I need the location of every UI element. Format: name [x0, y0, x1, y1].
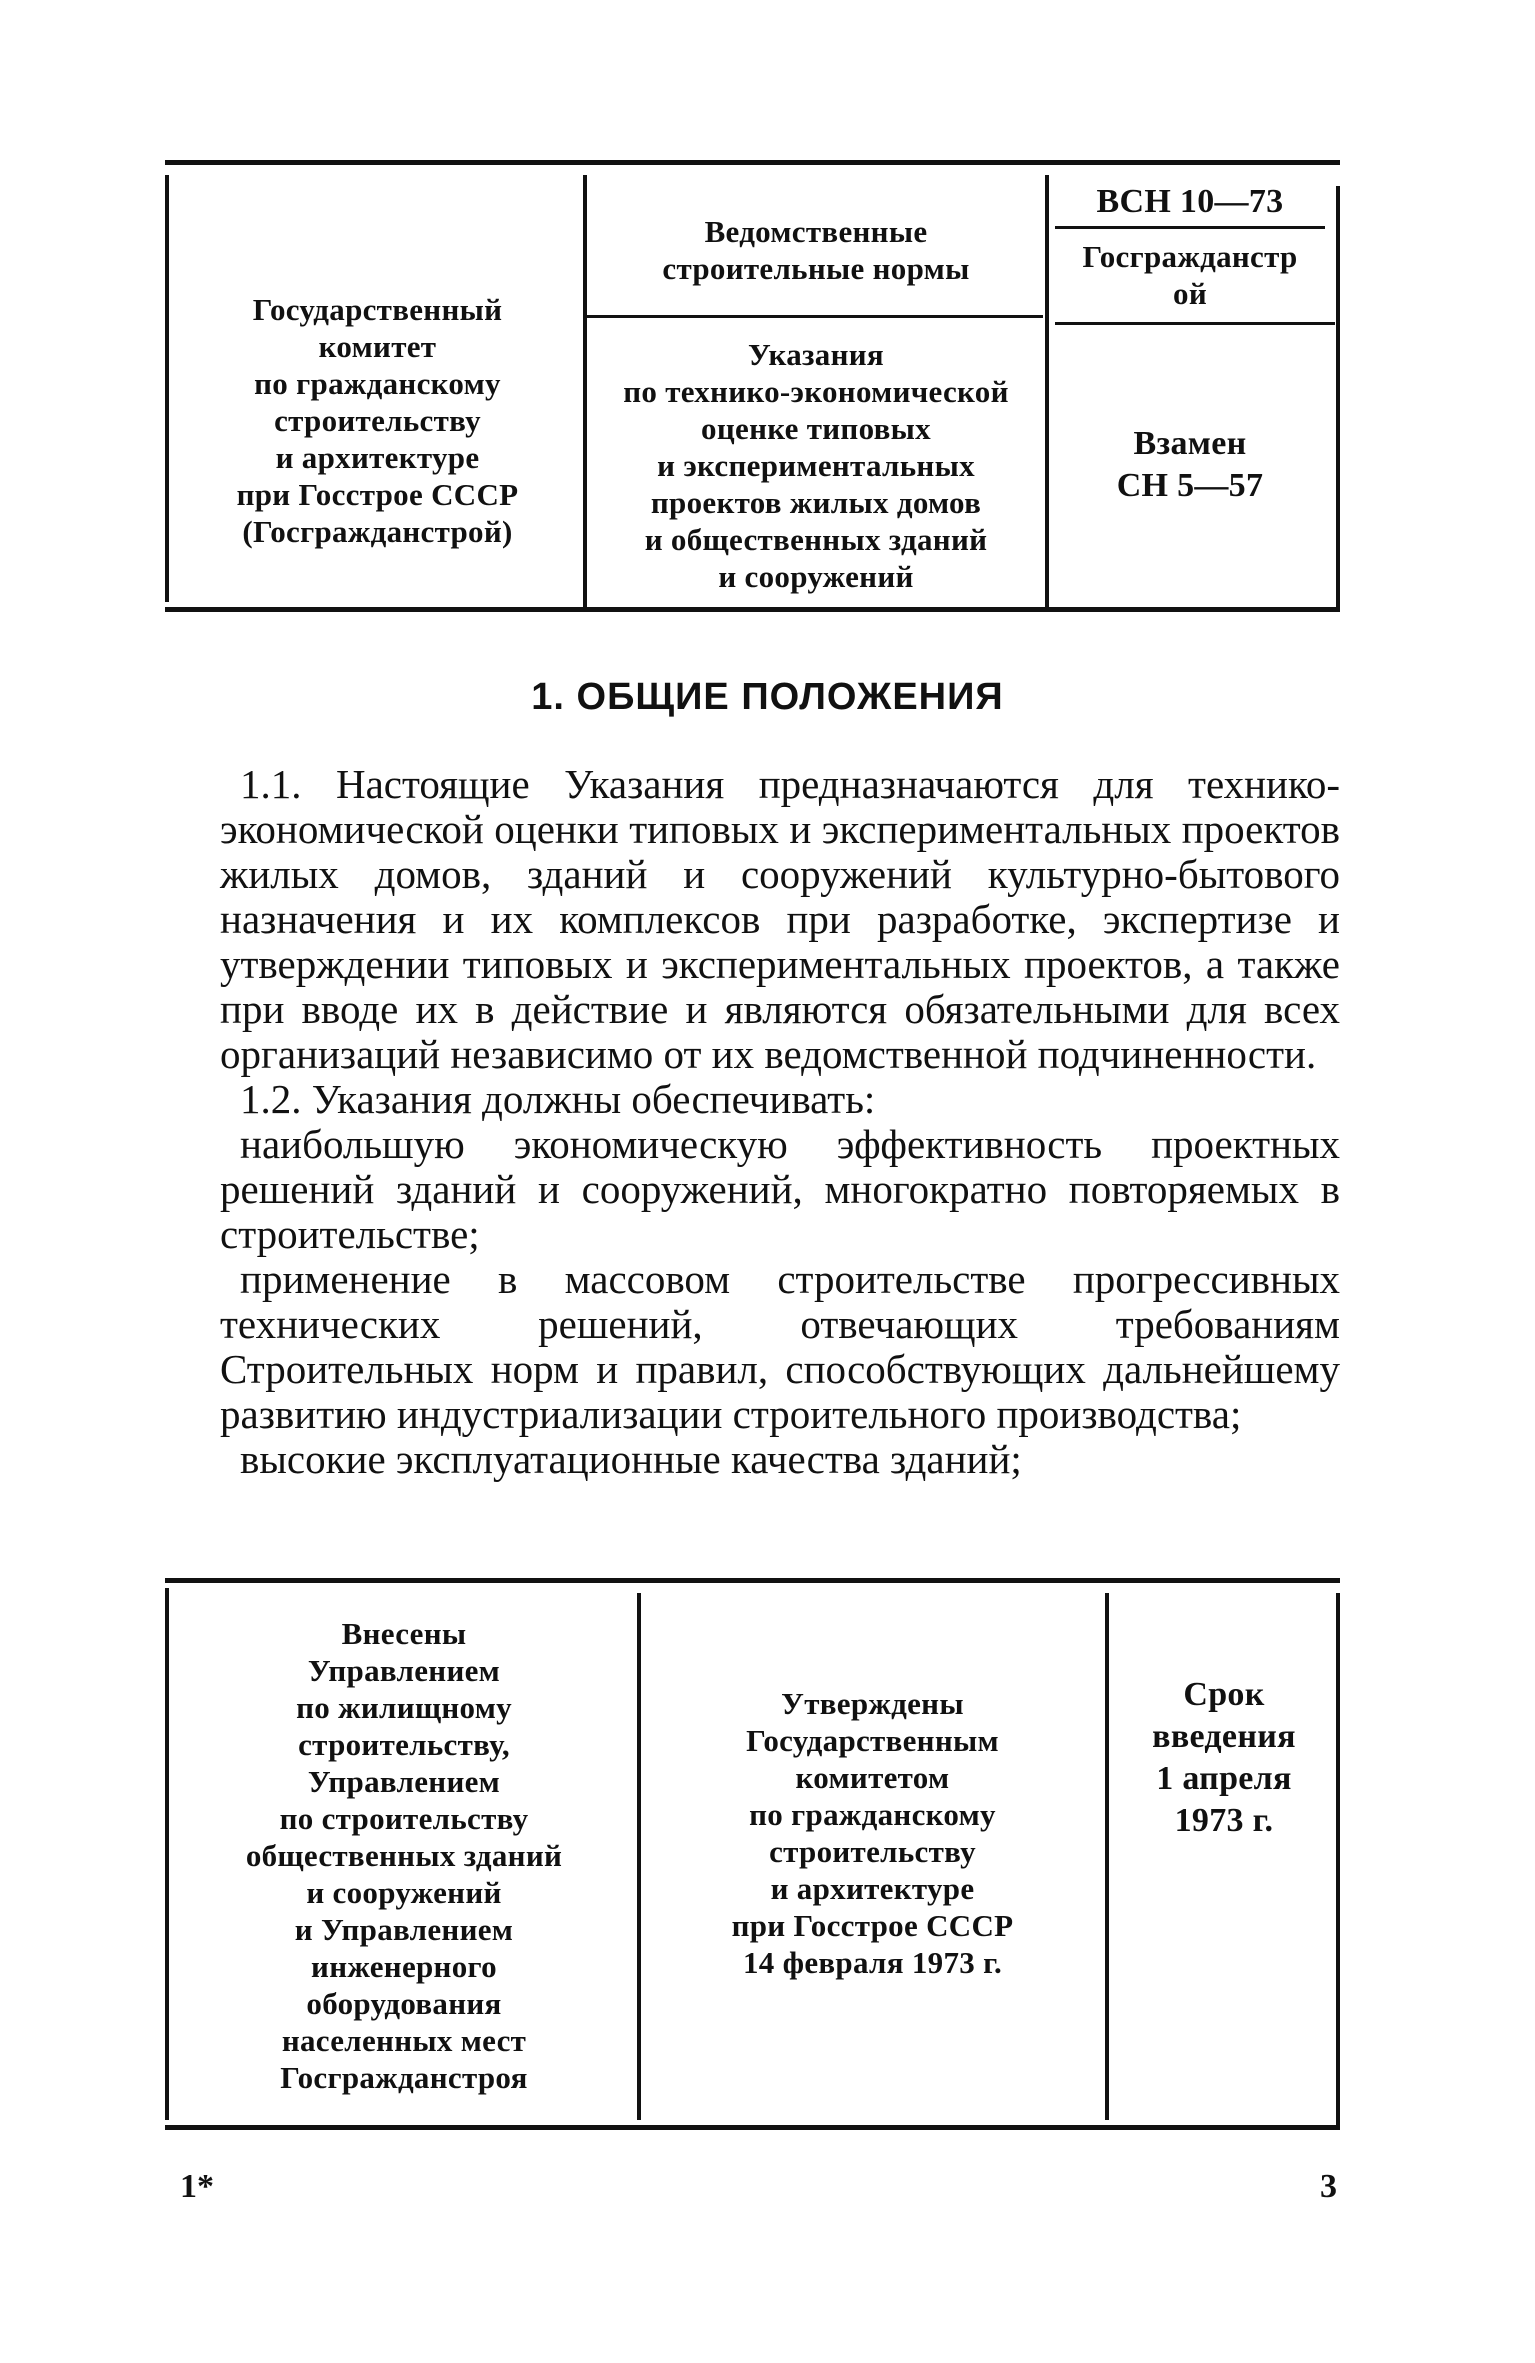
document-title: Указания по технико-экономической оценке типовых и экспериментальных проектов жилых домов и общественных зданий и сооружений — [623, 336, 1009, 594]
list-item-operational-quality: высокие эксплуатационные качества зданий; — [240, 1436, 1022, 1482]
submitted-by: Внесены Управлением по жилищному строительству, Управлением по строительству общественных зданий и сооружений и Управлением инженерного оборудования населенных мест Госгражданстроя — [245, 1616, 563, 2095]
approved-by: Утверждены Государственным комитетом по гражданскому строительству и архитектуре при Госстрое СССР 14 февраля 1973 г. — [731, 1686, 1014, 1980]
effective-date: Срок введения 1 апреля 1973 г. — [1152, 1676, 1296, 1839]
body-text — [220, 762, 1340, 1482]
header-left-border — [165, 175, 169, 602]
footer-right-border — [1336, 1593, 1340, 2130]
header-top-rule — [165, 160, 1340, 165]
signature-mark: 1* — [180, 2168, 214, 2205]
committee-name: Государственный комитет по гражданскому строительству и архитектуре при Госстрое СССР (Госгражданстрой) — [236, 291, 519, 549]
header-divider-1 — [583, 175, 587, 612]
document-type: Ведомственные строительные нормы — [662, 214, 970, 286]
header-divider-2 — [1045, 175, 1049, 612]
paragraph-1-2: 1.2. Указания должны обеспечивать: — [240, 1076, 876, 1122]
header-code-rule — [1055, 226, 1325, 229]
issuer: Госгражданстрой — [1082, 239, 1298, 311]
replaces-note: Взамен СН 5—57 — [1116, 425, 1264, 504]
header-table — [165, 160, 1340, 612]
header-bottom-rule — [165, 607, 1340, 612]
header-issuer-rule — [1055, 322, 1335, 325]
list-item-efficiency: наибольшую экономическую эффективность проектных решений зданий и сооружений, многократно повторяемых в строительстве; — [220, 1121, 1340, 1257]
document-code: ВСН 10—73 — [1096, 183, 1284, 220]
section-title: 1. ОБЩИЕ ПОЛОЖЕНИЯ — [531, 676, 1004, 718]
footer-divider-2 — [1105, 1593, 1109, 2120]
footer-table — [165, 1578, 1340, 2130]
paragraph-1-1: 1.1. Настоящие Указания предназначаются для технико-экономической оценки типовых и экспериментальных проектов жилых домов, зданий и сооружений культурно-бытового назначения и их комплексов при разработке, экспертизе и утверждении типовых и экспериментальных проектов, а также при вводе их в действие и являются обязательными для всех организаций независимо от их ведомственной подчиненности. — [220, 761, 1340, 1077]
footer-left-border — [165, 1588, 169, 2120]
header-middle-rule — [587, 315, 1043, 318]
page-number: 3 — [1320, 2168, 1337, 2205]
footer-bottom-rule — [165, 2125, 1340, 2130]
footer-divider-1 — [637, 1593, 641, 2120]
footer-top-rule — [165, 1578, 1340, 1583]
header-right-border — [1336, 186, 1340, 612]
list-item-progressive-solutions: применение в массовом строительстве прогрессивных технических решений, отвечающих требованиям Строительных норм и правил, способствующих дальнейшему развитию индустриализации строительного производства; — [220, 1256, 1340, 1437]
